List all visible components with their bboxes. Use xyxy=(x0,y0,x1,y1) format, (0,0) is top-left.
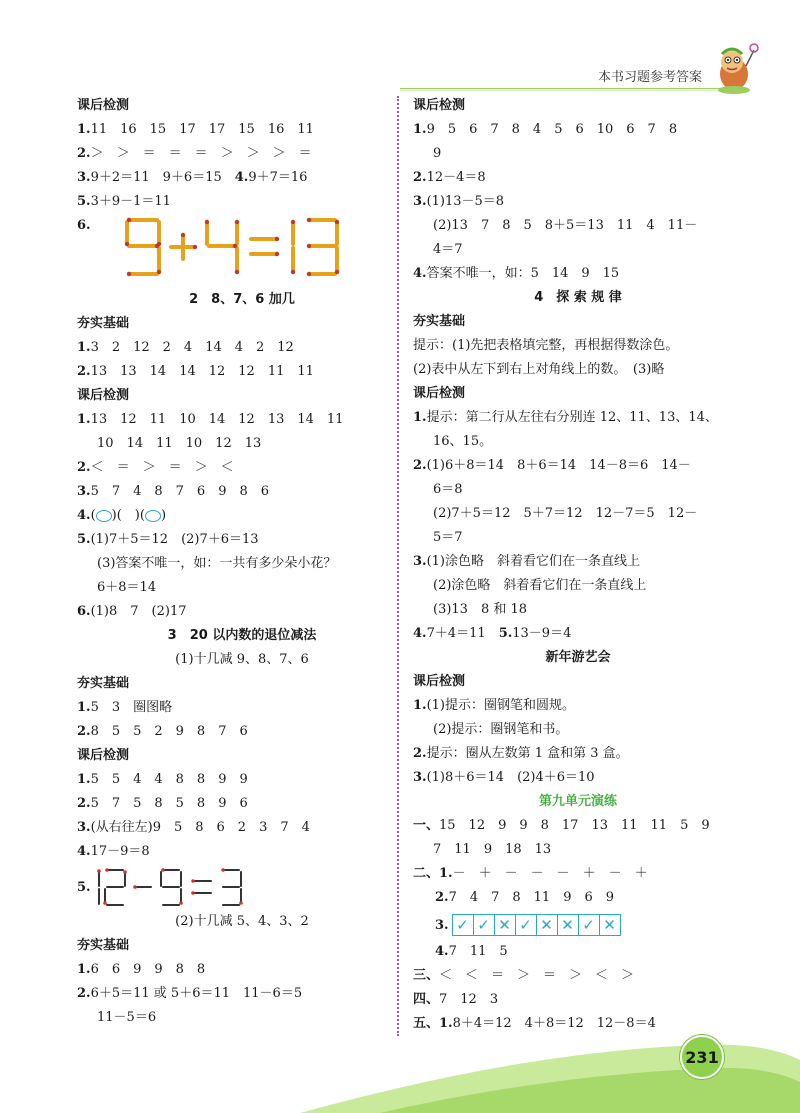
answer-line: 提示：(1)先把表格填完整，再根据得数涂色。 xyxy=(413,338,679,353)
answer-text: (1)涂色略 斜着看它们在一条直线上 xyxy=(426,554,640,569)
answer-text: 6＋5＝11 或 5＋6＝11 11－6＝5 xyxy=(90,986,303,1001)
answer-line: 10 14 11 10 12 13 xyxy=(97,436,262,451)
section-heading: 夯实基础 xyxy=(77,938,130,953)
answer-line xyxy=(77,190,407,214)
cross-mark-box: ✕ xyxy=(557,914,579,936)
item-number: 3. xyxy=(77,484,91,499)
unit-review-title: 第九单元演练 xyxy=(538,794,617,809)
answer-text: (从右往左)9 5 8 6 2 3 7 4 xyxy=(90,820,310,835)
answer-line xyxy=(413,622,743,646)
answer-text: 8 5 5 2 9 8 7 6 xyxy=(90,724,248,739)
item-number: 一、 xyxy=(413,818,440,833)
section-heading: 课后检测 xyxy=(77,98,130,113)
item-number: 4. xyxy=(77,844,91,859)
item-number: 1. xyxy=(439,866,453,881)
header-rule-light xyxy=(400,90,720,91)
answer-line: 11－5＝6 xyxy=(97,1010,157,1025)
section-heading: 夯实基础 xyxy=(413,314,466,329)
answer-line: 6＋8＝14 xyxy=(97,580,157,595)
answer-text: 6 6 9 9 8 8 xyxy=(90,962,206,977)
footer-wave xyxy=(0,1020,800,1113)
item-number: 1. xyxy=(77,772,91,787)
answer-text: (1)6＋8＝14 8＋6＝14 14－8＝6 14－ xyxy=(426,458,691,473)
check-mark-box: ✓ xyxy=(515,914,537,936)
item-number: 1. xyxy=(77,122,91,137)
answer-text: (1)13－5＝8 xyxy=(426,194,505,209)
answer-line xyxy=(413,886,743,910)
answer-line xyxy=(413,166,743,190)
item-number: 5. xyxy=(77,879,91,895)
item-number: 二、 xyxy=(413,866,440,881)
lesson-title: 4 探 索 规 律 xyxy=(534,290,622,305)
answer-text: ＜ ＝ ＞ ＝ ＞ ＜ xyxy=(90,460,234,475)
item-number: 1. xyxy=(413,122,427,137)
answer-line xyxy=(77,958,407,982)
left-column xyxy=(77,94,407,1030)
item-number: 3. xyxy=(413,194,427,209)
item-number: 5. xyxy=(77,532,91,547)
answer-line xyxy=(413,814,743,838)
section-heading: 课后检测 xyxy=(77,748,130,763)
cross-mark-box: ✕ xyxy=(536,914,558,936)
page-number: 231 xyxy=(680,1035,724,1079)
answer-text: 15 12 9 9 8 17 13 11 11 5 9 xyxy=(439,818,710,833)
section-heading: 课后检测 xyxy=(413,98,466,113)
answer-line xyxy=(77,816,407,840)
check-mark-box: ✓ xyxy=(473,914,495,936)
section-heading: 夯实基础 xyxy=(77,676,130,691)
lesson-title: 3 20 以内数的退位减法 xyxy=(167,628,317,643)
item-number: 1. xyxy=(77,412,91,427)
item-number: 1. xyxy=(77,340,91,355)
answer-text: 答案不唯一，如：5 14 9 15 xyxy=(426,266,620,281)
answer-text: 5 7 5 8 5 8 9 6 xyxy=(90,796,248,811)
answer-line xyxy=(77,696,407,720)
answer-line xyxy=(77,792,407,816)
answer-line xyxy=(77,768,407,792)
item-number: 2. xyxy=(77,364,91,379)
item-number: 2. xyxy=(435,890,449,905)
item-number: 2. xyxy=(77,724,91,739)
answer-line: (2)提示：圈钢笔和书。 xyxy=(433,722,569,737)
answer-line xyxy=(413,940,743,964)
cross-mark-box: ✕ xyxy=(494,914,516,936)
item-number: 5. xyxy=(77,194,91,209)
answer-text: 13－9＝4 xyxy=(512,626,572,641)
section-heading: 课后检测 xyxy=(77,388,130,403)
answer-line: (2)13 7 8 5 8＋5＝13 11 4 11－ xyxy=(433,218,698,233)
answer-text: ＞ ＞ ＝ ＝ ＝ ＞ ＞ ＞ ＝ xyxy=(90,146,312,161)
check-mark-box: ✓ xyxy=(452,914,474,936)
item-number: 4. xyxy=(77,508,91,523)
answer-line xyxy=(413,118,743,142)
lesson-subtitle: (2)十几减 5、4、3、2 xyxy=(175,914,309,929)
answer-text: 9 5 6 7 8 4 5 6 10 6 7 8 xyxy=(426,122,678,137)
check-mark-box: ✓ xyxy=(578,914,600,936)
answer-text: 7 12 3 xyxy=(439,992,499,1007)
answer-line xyxy=(413,862,743,886)
item-number: 6. xyxy=(77,218,91,233)
answer-line xyxy=(413,406,743,430)
matchstick-answer xyxy=(77,864,407,910)
item-number: 1. xyxy=(439,1016,453,1031)
item-number: 2. xyxy=(77,146,91,161)
answer-line xyxy=(413,262,743,286)
answer-line xyxy=(77,118,407,142)
answer-text: 9＋2＝11 9＋6＝15 xyxy=(90,170,222,185)
answer-text: 提示：圈从左数第 1 盒和第 3 盒。 xyxy=(426,746,629,761)
answer-line xyxy=(413,742,743,766)
answer-line: 9 xyxy=(433,146,442,161)
answer-line xyxy=(77,142,407,166)
answer-line: 7 11 9 18 13 xyxy=(433,842,552,857)
answer-text: 12－4＝8 xyxy=(426,170,486,185)
item-number: 3. xyxy=(77,170,91,185)
answer-line xyxy=(413,694,743,718)
matchstick-answer xyxy=(77,214,407,288)
answer-line: (3)答案不唯一，如：一共有多少朵小花？ xyxy=(97,556,337,571)
item-number: 5. xyxy=(498,626,513,641)
item-number: 1. xyxy=(77,700,91,715)
mascot-icon xyxy=(712,40,760,96)
answer-text: 5 7 4 8 7 6 9 8 6 xyxy=(90,484,270,499)
answer-text: (1)8＋6＝14 (2)4＋6＝10 xyxy=(426,770,595,785)
circle-mark-icon xyxy=(145,510,161,522)
item-number: 三、 xyxy=(413,968,440,983)
header-title: 本书习题参考答案 xyxy=(598,70,703,85)
answer-text: 17－9＝8 xyxy=(90,844,150,859)
check-boxes xyxy=(453,914,621,936)
cross-mark-box: ✕ xyxy=(599,914,621,936)
answer-text: 3 2 12 2 4 14 4 2 12 xyxy=(90,340,294,355)
answer-line xyxy=(77,600,407,624)
answer-line xyxy=(77,528,407,552)
answer-line xyxy=(413,766,743,790)
section-heading: 夯实基础 xyxy=(77,316,130,331)
item-number: 4. xyxy=(413,266,427,281)
item-number: 2. xyxy=(413,458,427,473)
answer-text: 7 11 5 xyxy=(448,944,508,959)
lesson-subtitle: (1)十几减 9、8、7、6 xyxy=(175,652,309,667)
answer-text: 13 12 11 10 14 12 13 14 11 xyxy=(90,412,344,427)
answer-line xyxy=(77,166,407,190)
answer-line: 5＝7 xyxy=(433,530,463,545)
answer-line xyxy=(413,988,743,1012)
answer-line xyxy=(77,408,407,432)
answer-line xyxy=(413,964,743,988)
answer-line: (2)表中从左下到右上对角线上的数。 (3)略 xyxy=(413,362,665,377)
item-number: 3. xyxy=(413,554,427,569)
answer-line xyxy=(77,360,407,384)
answer-line: (2)涂色略 斜着看它们在一条直线上 xyxy=(433,578,647,593)
circle-mark-icon xyxy=(96,510,112,522)
answer-line xyxy=(77,840,407,864)
answer-line: 6＝8 xyxy=(433,482,463,497)
answer-line: (2)7＋5＝12 5＋7＝12 12－7＝5 12－ xyxy=(433,506,698,521)
matchstick-equation-9-plus-4-eq-13 xyxy=(121,214,351,280)
matchstick-equation-12-minus-9-eq-3 xyxy=(93,867,253,907)
answer-text: 7 4 7 8 11 9 6 9 xyxy=(448,890,615,905)
answer-line xyxy=(77,982,407,1006)
right-column xyxy=(413,94,743,1036)
item-number: 2. xyxy=(413,746,427,761)
item-number: 2. xyxy=(77,460,91,475)
answer-text: 13 13 14 14 12 12 11 11 xyxy=(90,364,314,379)
answer-line xyxy=(413,454,743,478)
item-number: 4. xyxy=(234,170,249,185)
answer-line xyxy=(413,190,743,214)
item-number: 2. xyxy=(77,796,91,811)
item-number: 3. xyxy=(435,917,449,933)
answer-line: 4＝7 xyxy=(433,242,463,257)
item-number: 4. xyxy=(435,944,449,959)
answer-text: 7＋4＝11 xyxy=(426,626,486,641)
item-number: 2. xyxy=(413,170,427,185)
answer-line xyxy=(77,720,407,744)
section-heading: 课后检测 xyxy=(413,386,466,401)
answer-text: 3＋9－1＝11 xyxy=(90,194,171,209)
answer-text: 8＋4＝12 4＋8＝12 12－8＝4 xyxy=(452,1016,656,1031)
answer-text: (1)7＋5＝12 (2)7＋6＝13 xyxy=(90,532,259,547)
header-rule xyxy=(400,88,720,89)
answer-text: 5 3 圈图略 xyxy=(90,700,173,715)
lesson-title: 新年游艺会 xyxy=(545,650,611,665)
answer-line xyxy=(77,456,407,480)
item-number: 3. xyxy=(413,770,427,785)
answer-line xyxy=(77,480,407,504)
answer-text: (1)8 7 (2)17 xyxy=(90,604,187,619)
item-number: 五、 xyxy=(413,1016,440,1031)
answer-text: 5 5 4 4 8 8 9 9 xyxy=(90,772,248,787)
answer-text: ＜ ＜ ＝ ＞ ＝ ＞ ＜ ＞ xyxy=(439,968,635,983)
answer-line: 16、15。 xyxy=(433,434,493,449)
answer-text: 11 16 15 17 17 15 16 11 xyxy=(90,122,314,137)
answer-line: 4.( )( )( ) xyxy=(77,508,167,523)
item-number: 6. xyxy=(77,604,91,619)
item-number: 1. xyxy=(77,962,91,977)
answer-text: 9＋7＝16 xyxy=(248,170,308,185)
answer-text: 提示：第二行从左往右分别连 12、11、13、14、 xyxy=(426,410,718,425)
section-heading: 课后检测 xyxy=(413,674,466,689)
item-number: 3. xyxy=(77,820,91,835)
item-number: 1. xyxy=(413,410,427,425)
answer-line xyxy=(77,336,407,360)
answer-text: － ＋ － － － ＋ － ＋ xyxy=(452,866,648,881)
answer-line xyxy=(413,550,743,574)
item-number: 1. xyxy=(413,698,427,713)
lesson-title: 2 8、7、6 加几 xyxy=(189,292,295,307)
item-number: 4. xyxy=(413,626,427,641)
check-answer-row xyxy=(413,910,743,940)
item-number: 2. xyxy=(77,986,91,1001)
answer-text: (1)提示：圈钢笔和圆规。 xyxy=(426,698,575,713)
item-number: 四、 xyxy=(413,992,440,1007)
answer-line: (3)13 8 和 18 xyxy=(433,602,528,617)
